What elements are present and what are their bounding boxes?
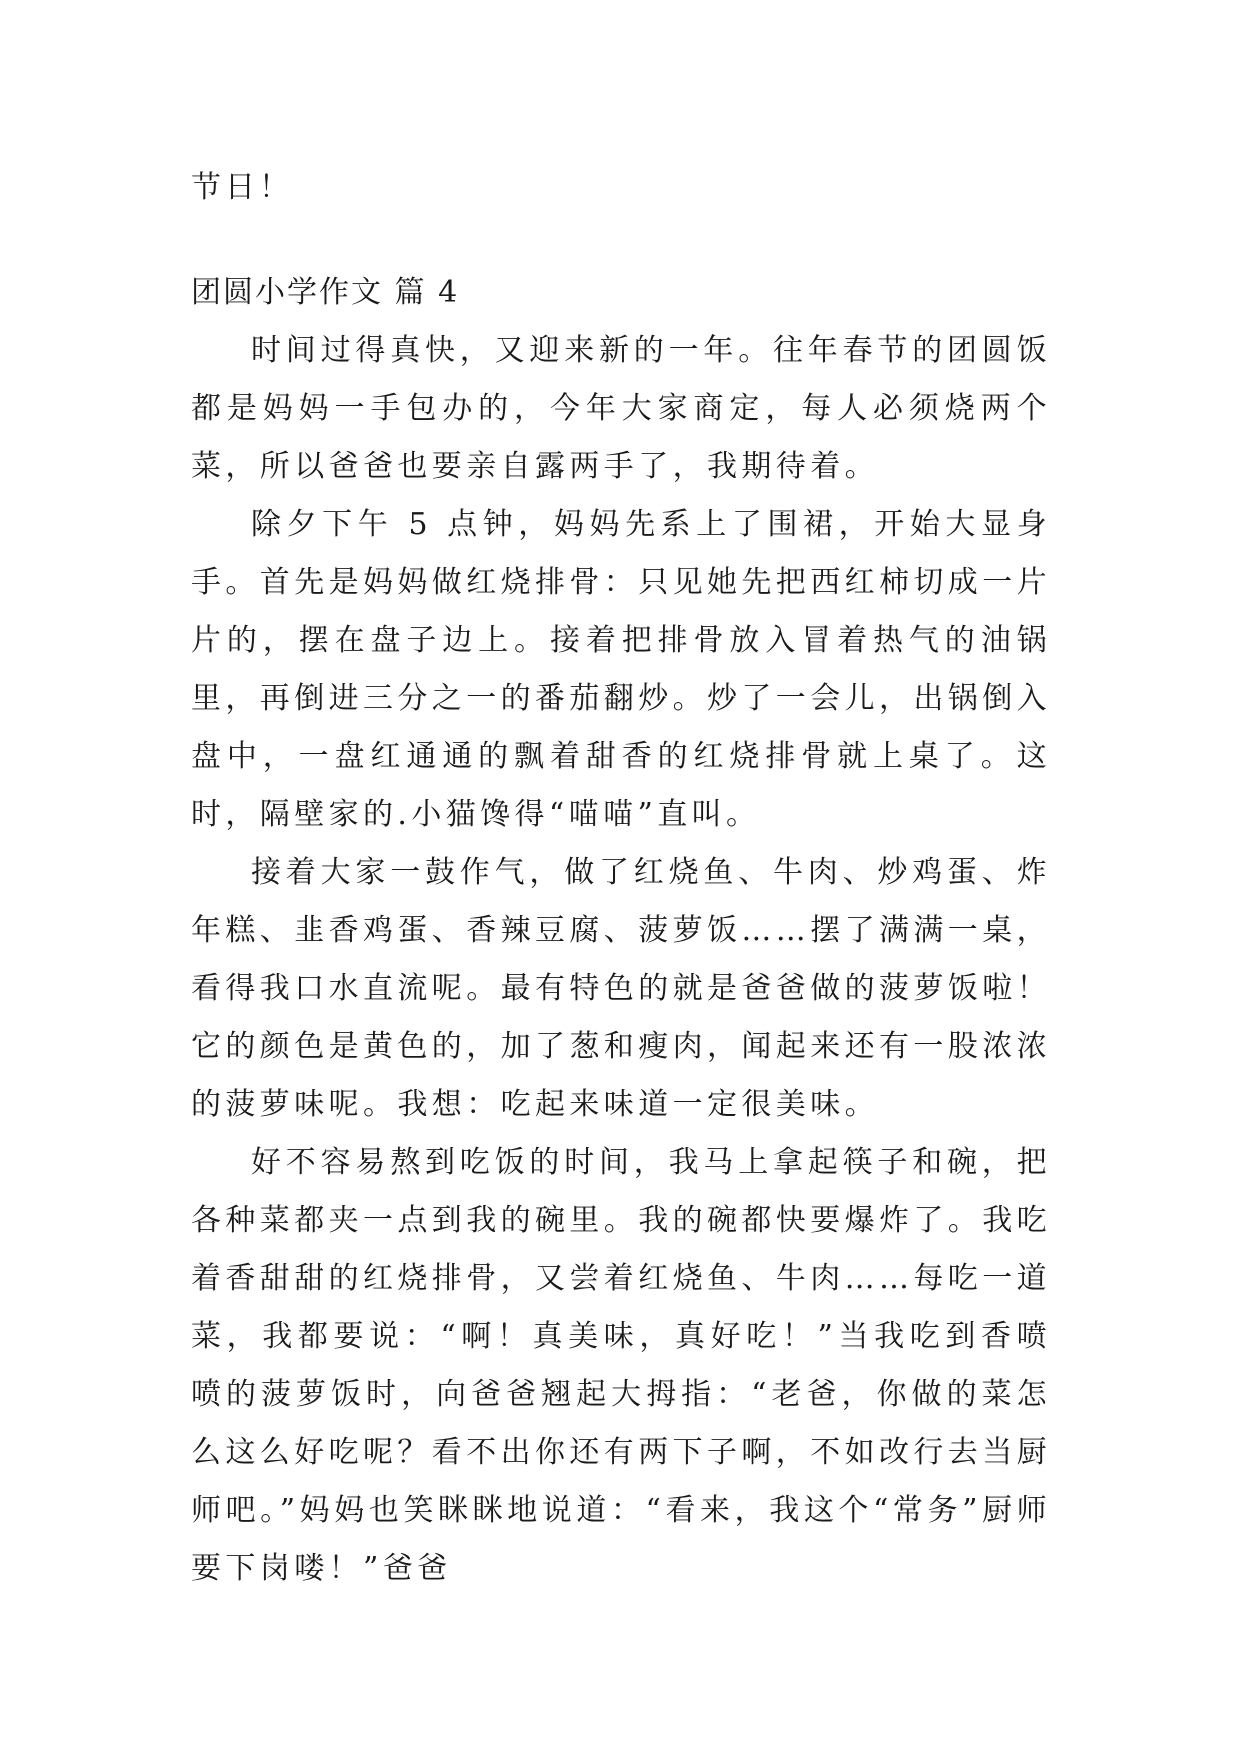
essay-heading: 团圆小学作文 篇 4 — [191, 275, 460, 310]
paragraph-2: 除夕下午 5 点钟，妈妈先系上了围裙，开始大显身手。首先是妈妈做红烧排骨：只见她先把西红柿切成一片片的，摆在盘子边上。接着把排骨放入冒着热气的油锅里，再倒进三分之一的番茄翻炒。炒了一会儿，出锅倒入盘中，一盘红通通的飘着甜香的红烧排骨就上桌了。这时，隔壁家的.小猫馋得“喵喵”直叫。 — [191, 507, 1051, 832]
paragraph-3: 接着大家一鼓作气，做了红烧鱼、牛肉、炒鸡蛋、炸年糕、韭香鸡蛋、香辣豆腐、菠萝饭……摆了满满一桌，看得我口水直流呢。最有特色的就是爸爸做的菠萝饭啦！它的颜色是黄色的，加了葱和瘦肉，闻起来还有一股浓浓的菠萝味呢。我想：吃起来味道一定很美味。 — [191, 855, 1051, 1122]
paragraph-1: 时间过得真快，又迎来新的一年。往年春节的团圆饭都是妈妈一手包办的，今年大家商定，每人必须烧两个菜，所以爸爸也要亲自露两手了，我期待着。 — [191, 333, 1051, 484]
previous-paragraph-tail: 节日！ — [191, 170, 293, 205]
document-body — [191, 160, 1051, 1598]
paragraph-4: 好不容易熬到吃饭的时间，我马上拿起筷子和碗，把各种菜都夹一点到我的碗里。我的碗都快要爆炸了。我吃着香甜甜的红烧排骨，又尝着红烧鱼、牛肉……每吃一道菜，我都要说：“啊！真美味，真好吃！”当我吃到香喷喷的菠萝饭时，向爸爸翘起大拇指：“老爸，你做的菜怎么这么好吃呢？看不出你还有两下子啊，不如改行去当厨师吧。”妈妈也笑眯眯地说道：“看来，我这个“常务”厨师要下岗喽！”爸爸 — [191, 1145, 1051, 1586]
